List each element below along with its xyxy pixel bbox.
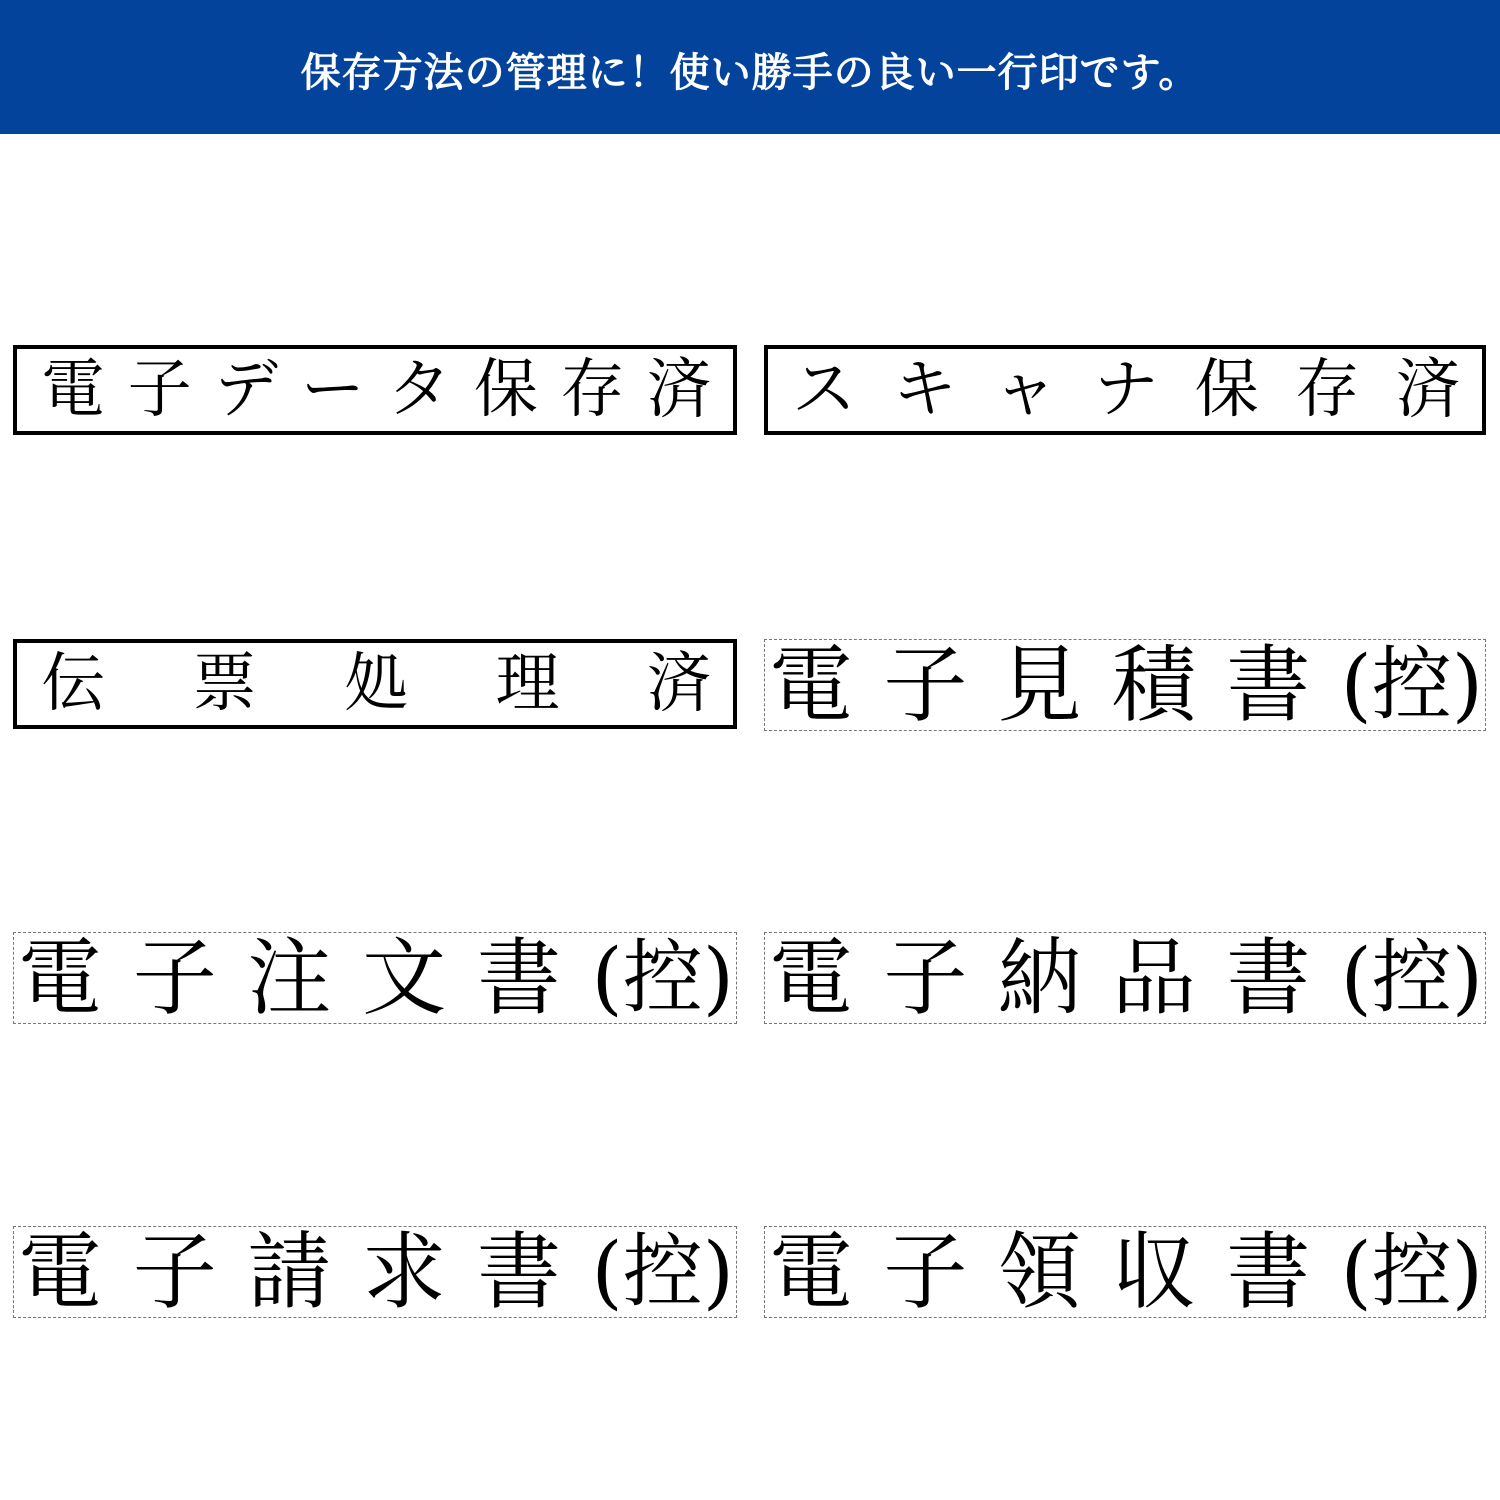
stamp-char-hikae: (控) (1340, 639, 1483, 731)
stamp-char: 子 (132, 932, 217, 1024)
stamp-char: キ (892, 353, 957, 427)
stamp-char: 電 (769, 639, 854, 731)
stamp-char: 子 (132, 1226, 217, 1318)
stamp-char: 請 (247, 1226, 332, 1318)
stamp-char: タ (387, 353, 452, 427)
stamp-denshi-ryoshusho-hikae (764, 1226, 1486, 1318)
stamp-char: デ (214, 353, 279, 427)
stamp-char: 文 (362, 932, 447, 1024)
stamp-char: 伝 (41, 647, 105, 721)
stamp-char: 電 (41, 353, 105, 427)
stamp-char: 納 (997, 932, 1082, 1024)
stamp-char: 積 (1111, 639, 1196, 731)
stamp-char: 理 (495, 647, 560, 721)
stamp-char: 電 (769, 1226, 854, 1318)
header-banner (0, 0, 1500, 134)
stamp-char: 収 (1111, 1226, 1196, 1318)
stamp-char: 品 (1111, 932, 1196, 1024)
stamp-denshi-data-hozonzumi (13, 345, 737, 435)
stamp-denshi-chumonsho-hikae (13, 932, 737, 1024)
stamp-char: 子 (883, 639, 968, 731)
stamp-char: 電 (18, 1226, 103, 1318)
stamp-char: 書 (476, 932, 561, 1024)
stamp-char: 済 (1395, 353, 1460, 427)
stamp-char: ャ (993, 353, 1058, 427)
stamp-char: 電 (18, 932, 103, 1024)
stamp-char: 済 (646, 353, 711, 427)
stamp-char: 済 (647, 647, 711, 721)
stamp-char: 電 (769, 932, 854, 1024)
stamp-char: 書 (476, 1226, 561, 1318)
stamp-char: 存 (1295, 353, 1360, 427)
stamp-scanner-hozonzumi (764, 345, 1486, 435)
stamp-char: 保 (1194, 353, 1259, 427)
stamp-denshi-nohinsho-hikae (764, 932, 1486, 1024)
stamp-char: 子 (883, 1226, 968, 1318)
banner-title: 保存方法の管理に！使い勝手の良い一行印です。 (300, 49, 1200, 96)
stamp-char: ス (792, 353, 856, 427)
stamp-char-hikae: (控) (1340, 932, 1483, 1024)
stamp-char: ナ (1093, 353, 1158, 427)
stamp-char: 存 (560, 353, 625, 427)
stamp-denshi-mitsumorisho-hikae (764, 639, 1486, 731)
stamp-char: 注 (247, 932, 332, 1024)
stamp-denpyo-shorizumi (13, 639, 737, 729)
stamp-char: 子 (883, 932, 968, 1024)
stamp-char: 領 (997, 1226, 1082, 1318)
stamp-char: 書 (1226, 1226, 1311, 1318)
stamp-denshi-seikyusho-hikae (13, 1226, 737, 1318)
stamp-char: 子 (127, 353, 192, 427)
stamp-char: 票 (192, 647, 257, 721)
stamp-char: ー (300, 353, 365, 427)
stamp-char-hikae: (控) (591, 1226, 734, 1318)
stamp-char: 書 (1226, 639, 1311, 731)
stamp-char-hikae: (控) (591, 932, 734, 1024)
stamp-char: 処 (344, 647, 408, 721)
stamp-char-hikae: (控) (1340, 1226, 1483, 1318)
stamp-char: 求 (362, 1226, 447, 1318)
stamp-char: 見 (997, 639, 1082, 731)
stamp-char: 保 (473, 353, 538, 427)
stamp-char: 書 (1226, 932, 1311, 1024)
